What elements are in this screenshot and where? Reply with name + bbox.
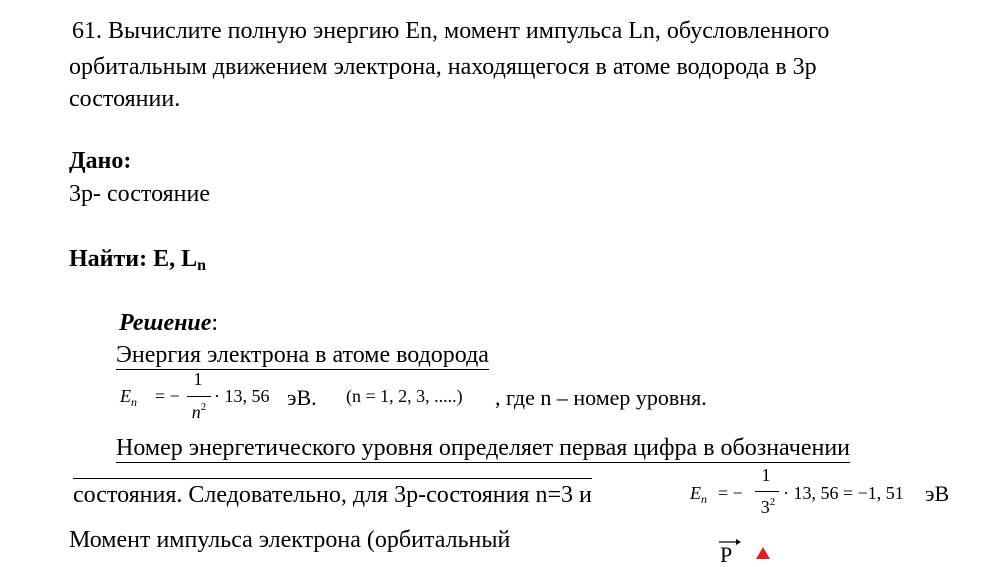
formula2-rest: · 13, 56 = −1, 51 bbox=[783, 483, 904, 503]
given-label: Дано: bbox=[69, 148, 132, 174]
formula2-fraction-bar bbox=[755, 491, 779, 492]
solution-label: Решение bbox=[119, 310, 212, 336]
formula1-condition: (n = 1, 2, 3, .....) bbox=[346, 386, 463, 406]
given-value: 3p- состояние bbox=[69, 181, 210, 207]
solution-colon: : bbox=[211, 310, 219, 336]
problem-line-1: 61. Вычислите полную энергию En, момент импульса Ln, обусловленного bbox=[72, 18, 830, 44]
find-heading bbox=[69, 245, 206, 280]
formula1-eq: = − bbox=[155, 386, 180, 406]
formula2-unit: эВ bbox=[925, 481, 950, 506]
formula1-fraction-bar bbox=[187, 396, 211, 397]
vector-p-symbol: P bbox=[716, 538, 742, 559]
formula1-numerator: 1 bbox=[193, 369, 203, 389]
energy-heading-text: Энергия электрона в атоме водорода bbox=[116, 342, 489, 368]
energy-heading bbox=[116, 341, 489, 369]
momentum-line: Момент импульса электрона (орбитальный bbox=[69, 527, 511, 553]
level-line-1-text: Номер энергетического уровня определяет первая цифра в обозначении bbox=[116, 435, 851, 461]
problem-line-2: орбитальным движением электрона, находящегося в атоме водорода в 3p bbox=[69, 54, 817, 80]
level-line-1 bbox=[116, 434, 850, 462]
find-label: Найти: E, L bbox=[69, 246, 198, 272]
red-triangle-icon bbox=[756, 547, 770, 559]
formula1-denominator: $n^2$ bbox=[191, 401, 207, 422]
formula1-lhs: $E_n$ bbox=[120, 386, 137, 409]
formula2-eq: = − bbox=[718, 483, 743, 503]
formula2-denominator: $3^2$ bbox=[760, 496, 776, 517]
find-subscript: n bbox=[197, 257, 207, 274]
formula1-note: , где n – номер уровня. bbox=[495, 385, 707, 410]
problem-line-3: состоянии. bbox=[69, 86, 181, 112]
formula2-lhs: $E_n$ bbox=[690, 483, 707, 506]
level-line-2: состояния. Следовательно, для 3p-состояния n=3 и bbox=[73, 478, 592, 509]
formula1-unit: эВ. bbox=[287, 385, 317, 410]
solution-heading bbox=[119, 309, 218, 337]
formula1-rest: · 13, 56 bbox=[214, 386, 270, 406]
formula2-numerator: 1 bbox=[761, 465, 771, 485]
